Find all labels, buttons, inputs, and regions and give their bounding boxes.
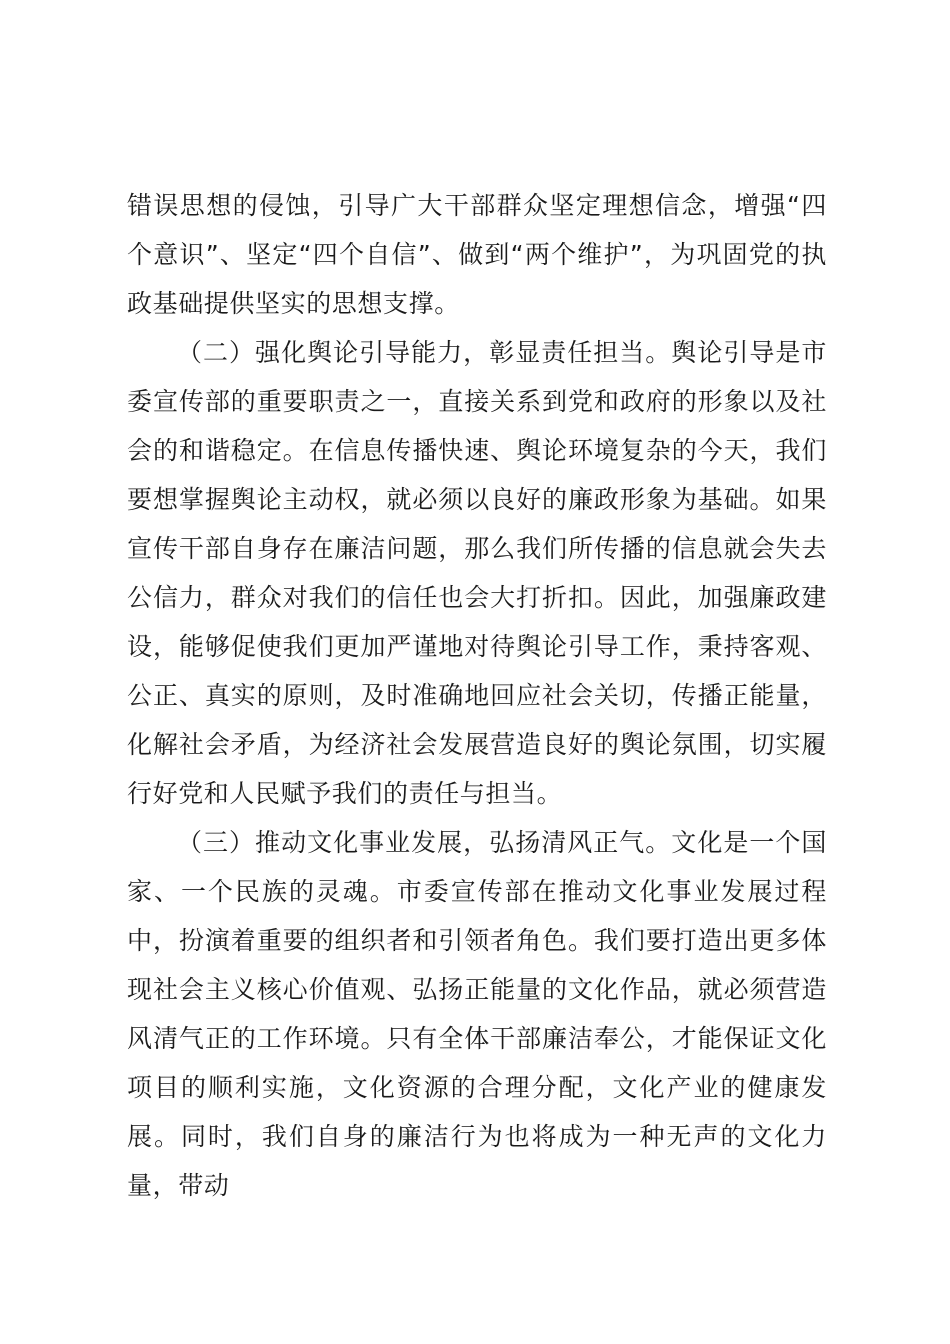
document-body: [127, 181, 827, 1210]
paragraph-public-opinion: （二）强化舆论引导能力，彰显责任担当。舆论引导是市委宣传部的重要职责之一，直接关系到党和政府的形象以及社会的和谐稳定。在信息传播快速、舆论环境复杂的今天，我们要想掌握舆论主动权，就必须以良好的廉政形象为基础。如果宣传干部自身存在廉洁问题，那么我们所传播的信息就会失去公信力，群众对我们的信任也会大打折扣。因此，加强廉政建设，能够促使我们更加严谨地对待舆论引导工作，秉持客观、公正、真实的原则，及时准确地回应社会关切，传播正能量，化解社会矛盾，为经济社会发展营造良好的舆论氛围，切实履行好党和人民赋予我们的责任与担当。: [127, 338, 827, 808]
paragraph-culture: （三）推动文化事业发展，弘扬清风正气。文化是一个国家、一个民族的灵魂。市委宣传部在推动文化事业发展过程中，扮演着重要的组织者和引领者角色。我们要打造出更多体现社会主义核心价值观、弘扬正能量的文化作品，就必须营造风清气正的工作环境。只有全体干部廉洁奉公，才能保证文化项目的顺利实施，文化资源的合理分配，文化产业的健康发展。同时，我们自身的廉洁行为也将成为一种无声的文化力量，带动: [127, 828, 827, 1200]
paragraph-continuation: 错误思想的侵蚀，引导广大干部群众坚定理想信念，增强“四个意识”、坚定“四个自信”、做到“两个维护”，为巩固党的执政基础提供坚实的思想支撑。: [127, 191, 827, 318]
